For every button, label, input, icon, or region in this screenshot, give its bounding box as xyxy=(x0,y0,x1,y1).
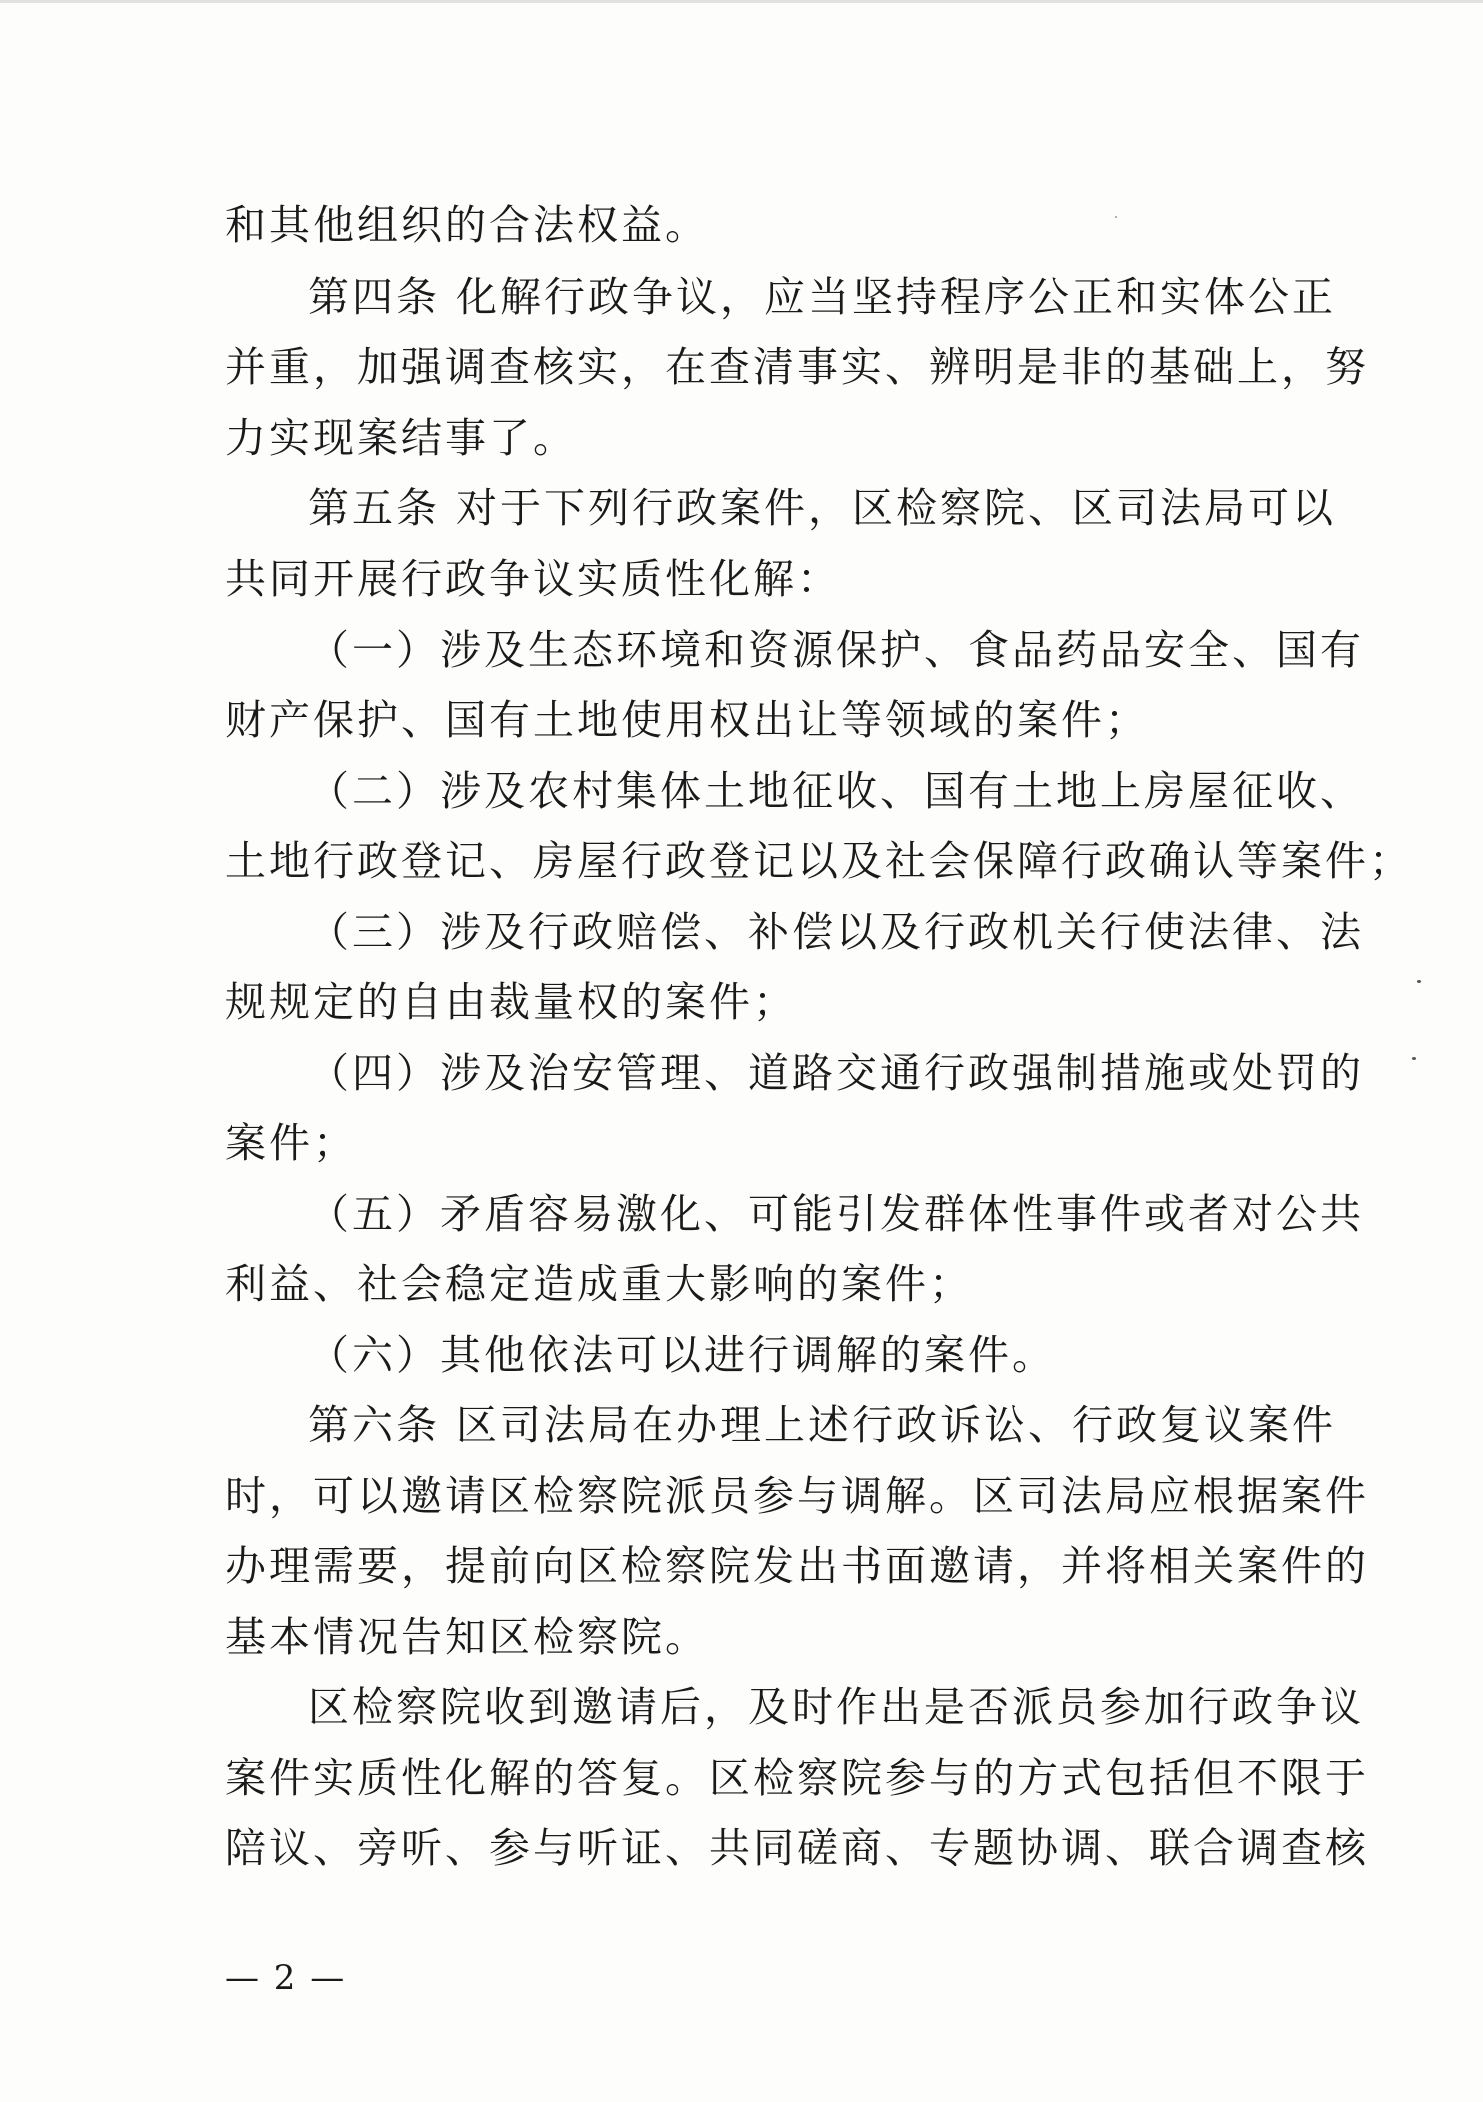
item-3-line-1: （三）涉及行政赔偿、补偿以及行政机关行使法律、法 xyxy=(308,908,1364,956)
article-6-line-3: 办理需要，提前向区检察院发出书面邀请，并将相关案件的 xyxy=(225,1542,1369,1590)
item-1-line-1: （一）涉及生态环境和资源保护、食品药品安全、国有 xyxy=(308,626,1364,674)
item-3-line-2: 规规定的自由裁量权的案件； xyxy=(225,978,797,1026)
scan-speck xyxy=(1417,980,1421,983)
text-line-1: 和其他组织的合法权益。 xyxy=(225,201,709,249)
item-4-line-2: 案件； xyxy=(225,1119,357,1167)
item-1-line-2: 财产保护、国有土地使用权出让等领域的案件； xyxy=(225,696,1149,744)
article-4-line-2: 并重，加强调查核实，在查清事实、辨明是非的基础上，努 xyxy=(225,343,1369,391)
item-2-line-1: （二）涉及农村集体土地征收、国有土地上房屋征收、 xyxy=(308,767,1364,815)
item-4-line-1: （四）涉及治安管理、道路交通行政强制措施或处罚的 xyxy=(308,1049,1364,1097)
paragraph-line-2: 案件实质性化解的答复。区检察院参与的方式包括但不限于 xyxy=(225,1754,1369,1802)
page-number: — 2 — xyxy=(225,1958,347,1998)
item-2-line-2: 土地行政登记、房屋行政登记以及社会保障行政确认等案件； xyxy=(225,837,1413,885)
article-6-line-1: 第六条 区司法局在办理上述行政诉讼、行政复议案件 xyxy=(308,1401,1337,1449)
article-5-line-1: 第五条 对于下列行政案件，区检察院、区司法局可以 xyxy=(308,484,1337,532)
item-5-line-2: 利益、社会稳定造成重大影响的案件； xyxy=(225,1260,973,1308)
paragraph-line-3: 陪议、旁听、参与听证、共同磋商、专题协调、联合调查核 xyxy=(225,1824,1369,1872)
paragraph-line-1: 区检察院收到邀请后，及时作出是否派员参加行政争议 xyxy=(308,1683,1364,1731)
article-5-line-2: 共同开展行政争议实质性化解： xyxy=(225,555,841,603)
article-6-line-2: 时，可以邀请区检察院派员参与调解。区司法局应根据案件 xyxy=(225,1472,1369,1520)
article-4-line-1: 第四条 化解行政争议，应当坚持程序公正和实体公正 xyxy=(308,273,1337,321)
scan-speck xyxy=(1412,1057,1416,1060)
page-top-edge xyxy=(0,0,1483,3)
item-6-line-1: （六）其他依法可以进行调解的案件。 xyxy=(308,1331,1056,1379)
article-4-line-3: 力实现案结事了。 xyxy=(225,414,577,462)
scan-speck xyxy=(1115,216,1117,218)
item-5-line-1: （五）矛盾容易激化、可能引发群体性事件或者对公共 xyxy=(308,1190,1364,1238)
article-6-line-4: 基本情况告知区检察院。 xyxy=(225,1613,709,1661)
